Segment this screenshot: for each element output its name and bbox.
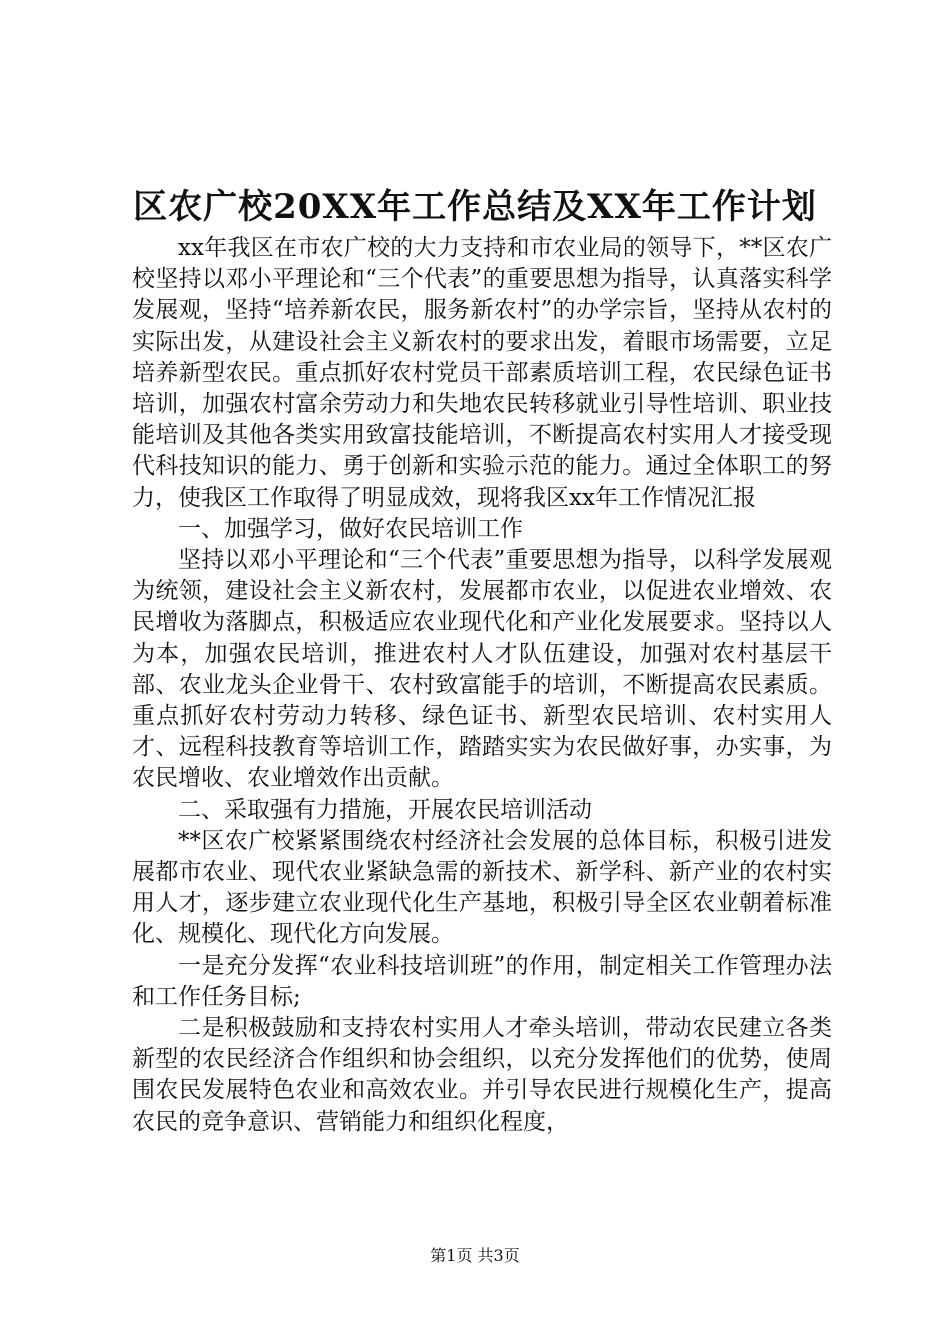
paragraph-item-2: 二是积极鼓励和支持农村实用人才牵头培训，带动农民建立各类新型的农民经济合作组织和协会组织，以充分发挥他们的优势，使周围农民发展特色农业和高效农业。并引导农民进行规模化生产，提高农民的竞争意识、营销能力和组织化程度， [132,1015,832,1135]
page-number: 第1页 共3页 [430,1246,520,1265]
paragraph-section-2: **区农广校紧紧围绕农村经济社会发展的总体目标，积极引进发展都市农业、现代农业紧缺急需的新技术、新学科、新产业的农村实用人才，逐步建立农业现代化生产基地，积极引导全区农业朝着标准化、规模化、现代化方向发展。 [132,827,832,948]
paragraph-intro: xx年我区在市农广校的大力支持和市农业局的领导下，**区农广校坚持以邓小平理论和“三个代表”的重要思想为指导，认真落实科学发展观，坚持“培养新农民，服务新农村”的办学宗旨，坚持从农村的实际出发，从建设社会主义新农村的要求出发，着眼市场需要，立足培养新型农民。重点抓好农村党员干部素质培训工程，农民绿色证书培训，加强农村富余劳动力和失地农民转移就业引导性培训、职业技能培训及其他各类实用致富技能培训，不断提高农村实用人才接受现代科技知识的能力、勇于创新和实验示范的能力。通过全体职工的努力，使我区工作取得了明显成效，现将我区xx年工作情况汇报 [132,235,832,511]
paragraph-section-1: 坚持以邓小平理论和“三个代表”重要思想为指导，以科学发展观为统领，建设社会主义新农村，发展都市农业，以促进农业增效、农民增收为落脚点，积极适应农业现代化和产业化发展要求。坚持以人为本，加强农民培训，推进农村人才队伍建设，加强对农村基层干部、农业龙头企业骨干、农村致富能手的培训，不断提高农民素质。重点抓好农村劳动力转移、绿色证书、新型农民培训、农村实用人才、远程科技教育等培训工作，踏踏实实为农民做好事，办实事，为农民增收、农业增效作出贡献。 [132,547,832,792]
paragraph-item-1: 一是充分发挥“农业科技培训班”的作用，制定相关工作管理办法和工作任务目标; [132,952,832,1010]
section-heading-2: 二、采取强有力措施，开展农民培训活动 [178,796,592,823]
document-title: 区农广校20XX年工作总结及XX年工作计划 [133,187,817,227]
section-heading-1: 一、加强学习，做好农民培训工作 [178,515,523,542]
document-body [132,233,832,1138]
